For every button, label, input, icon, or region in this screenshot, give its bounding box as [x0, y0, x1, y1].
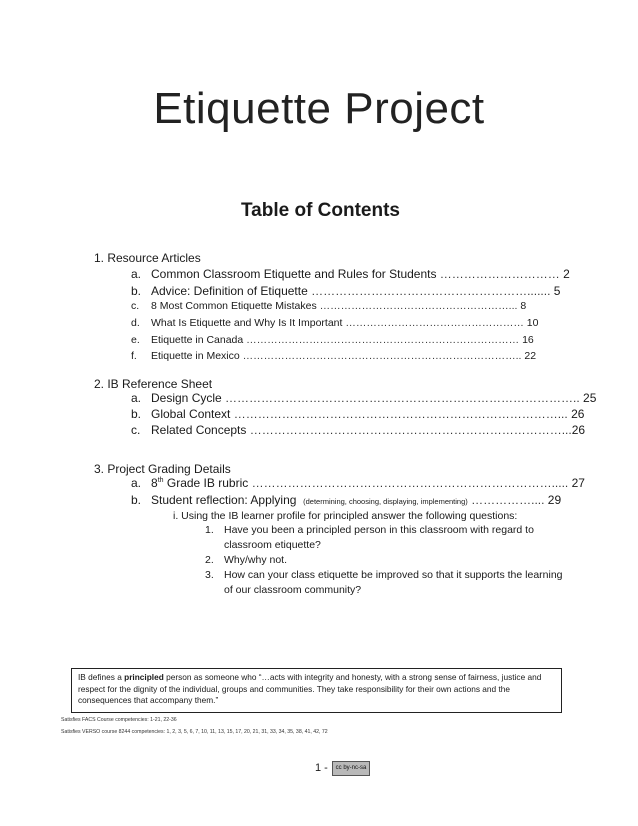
- question-item: 3. How can your class etiquette be improved so that it supports the learning of our classroom community?: [205, 569, 563, 596]
- competencies-line-verso: Satisfies VERSO course 8244 competencies: 1, 2, 3, 5, 6, 7, 10, 11, 13, 15, 17, 20, 21, 31, 33, 34, 35, 38, 41, 42, 72: [61, 729, 328, 735]
- competencies-line-facs: Satisfies FACS Course competencies: 1-21, 22-36: [61, 717, 177, 723]
- toc-entry: b. Global Context ………………………………………………………………………... 26: [131, 407, 585, 421]
- document-title: Etiquette Project: [153, 84, 485, 133]
- section-2-heading: 2. IB Reference Sheet: [94, 377, 213, 391]
- toc-entry: c. 8 Most Common Etiquette Mistakes ………………………………………………... 8: [131, 300, 527, 312]
- creative-commons-license-icon: cc by-nc-sa: [332, 761, 370, 776]
- toc-entry: f. Etiquette in Mexico …………………………………………………………………….. 22: [131, 350, 537, 362]
- toc-entry: c. Related Concepts ……………………………………………………………………...26: [131, 423, 586, 437]
- section-3-heading: 3. Project Grading Details: [94, 462, 231, 476]
- toc-entry: d. What Is Etiquette and Why Is It Important …………………………………………… 10: [131, 317, 539, 329]
- toc-entry: b. Student reflection: Applying (determining, choosing, displaying, implementing) …………….... 29: [131, 493, 562, 507]
- principled-definition-box: IB defines a principled person as someone who “…acts with integrity and honesty, with a strong sense of fairness, justice and respect for the dignity of the individual, groups and communities. They take responsibility for their own actions and the consequences that accompany them.”: [71, 668, 562, 713]
- toc-heading: Table of Contents: [240, 200, 401, 221]
- page-number: 1 -: [315, 762, 328, 774]
- question-item: 1. Have you been a principled person in this classroom with regard to classroom etiquette?: [205, 524, 534, 551]
- section-1-heading: 1. Resource Articles: [94, 251, 201, 265]
- toc-entry: b. Advice: Definition of Etiquette ………………………………………………....... 5: [131, 284, 561, 298]
- sub-instruction: i. Using the IB learner profile for principled answer the following questions:: [173, 510, 518, 522]
- toc-entry: a. Common Classroom Etiquette and Rules for Students ………………………… 2: [131, 267, 570, 281]
- toc-entry: a. 8th Grade IB rubric …………………………………………………………………..... 27: [131, 476, 585, 490]
- toc-entry: a. Design Cycle …………………………………………………………………………….. 25: [131, 391, 597, 405]
- toc-entry: e. Etiquette in Canada …………………………………………………………………… 16: [131, 334, 534, 346]
- question-item: 2. Why/why not.: [205, 554, 288, 566]
